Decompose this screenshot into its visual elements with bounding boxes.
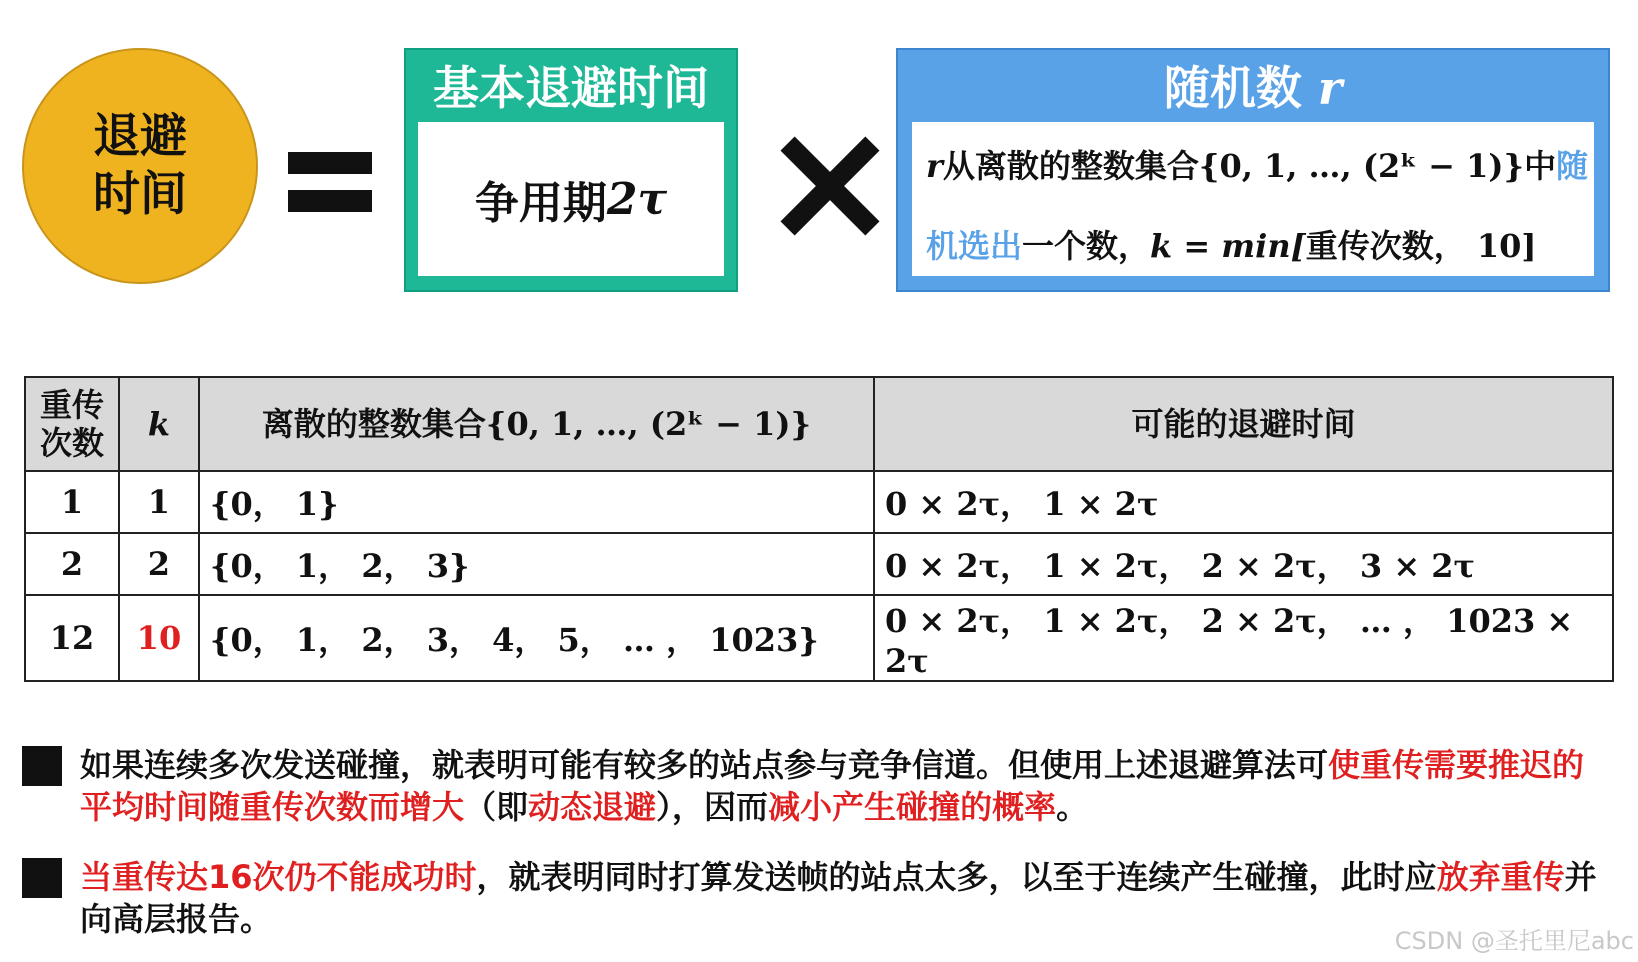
circle-label-line1: 退避 <box>93 109 187 164</box>
backoff-table <box>24 376 1614 682</box>
note-2-text: 当重传达16次仍不能成功时，就表明同时打算发送帧的站点太多，以至于连续产生碰撞，此时应放弃重传并向高层报告。 <box>80 858 1597 938</box>
bullet-square <box>22 746 62 786</box>
table-row <box>25 471 1613 533</box>
cell-n: 12 <box>25 595 119 681</box>
two-tau: 2τ <box>606 173 668 225</box>
equals-sign-bottom <box>288 190 372 212</box>
contention-period-label: 争用期 <box>474 178 607 229</box>
cell-times: 0 × 2τ， 1 × 2τ， 2 × 2τ， 3 × 2τ <box>874 533 1613 595</box>
table-row <box>25 595 1613 681</box>
cell-times: 0 × 2τ， 1 × 2τ <box>874 471 1613 533</box>
random-desc-line1: r从离散的整数集合{0, 1, …, (2ᵏ − 1)}中随 <box>926 147 1589 185</box>
col-k: k <box>119 377 199 471</box>
cell-k: 1 <box>119 471 199 533</box>
random-var-r: r <box>1317 61 1343 115</box>
multiply-sign <box>780 138 876 234</box>
cell-set: {0， 1， 2， 3， 4， 5， … ， 1023} <box>199 595 874 681</box>
table-header-row <box>25 377 1613 471</box>
bullet-square <box>22 858 62 898</box>
cell-n: 1 <box>25 471 119 533</box>
random-number-box <box>896 48 1610 292</box>
cell-k-highlight: 10 <box>119 595 199 681</box>
circle-label-line2: 时间 <box>93 167 187 222</box>
cell-n: 2 <box>25 533 119 595</box>
cell-set: {0， 1} <box>199 471 874 533</box>
base-backoff-title: 基本退避时间 <box>433 61 709 115</box>
cell-k: 2 <box>119 533 199 595</box>
base-backoff-box <box>404 48 738 292</box>
cell-times: 0 × 2τ， 1 × 2τ， 2 × 2τ， … ， 1023 × 2τ <box>874 595 1613 681</box>
col-retransmit-count: 重传次数 <box>25 377 119 471</box>
csdn-watermark: CSDN @圣托里尼abc <box>1394 927 1634 955</box>
table-row <box>25 533 1613 595</box>
backoff-time-circle <box>22 48 258 284</box>
random-number-title: 随机数 r <box>1163 61 1343 115</box>
random-desc-line2: 机选出一个数，k = min[重传次数， 10] <box>926 227 1537 265</box>
random-number-desc <box>912 122 1594 276</box>
cell-set: {0， 1， 2， 3} <box>199 533 874 595</box>
col-possible-times: 可能的退避时间 <box>874 377 1613 471</box>
equals-sign-top <box>288 152 372 174</box>
base-backoff-value <box>418 122 724 276</box>
note-1-text: 如果连续多次发送碰撞，就表明可能有较多的站点参与竞争信道。但使用上述退避算法可使重传需要推迟的平均时间随重传次数而增大（即动态退避），因而减小产生碰撞的概率。 <box>80 746 1585 826</box>
col-integer-set: 离散的整数集合{0, 1, …, (2ᵏ − 1)} <box>199 377 874 471</box>
